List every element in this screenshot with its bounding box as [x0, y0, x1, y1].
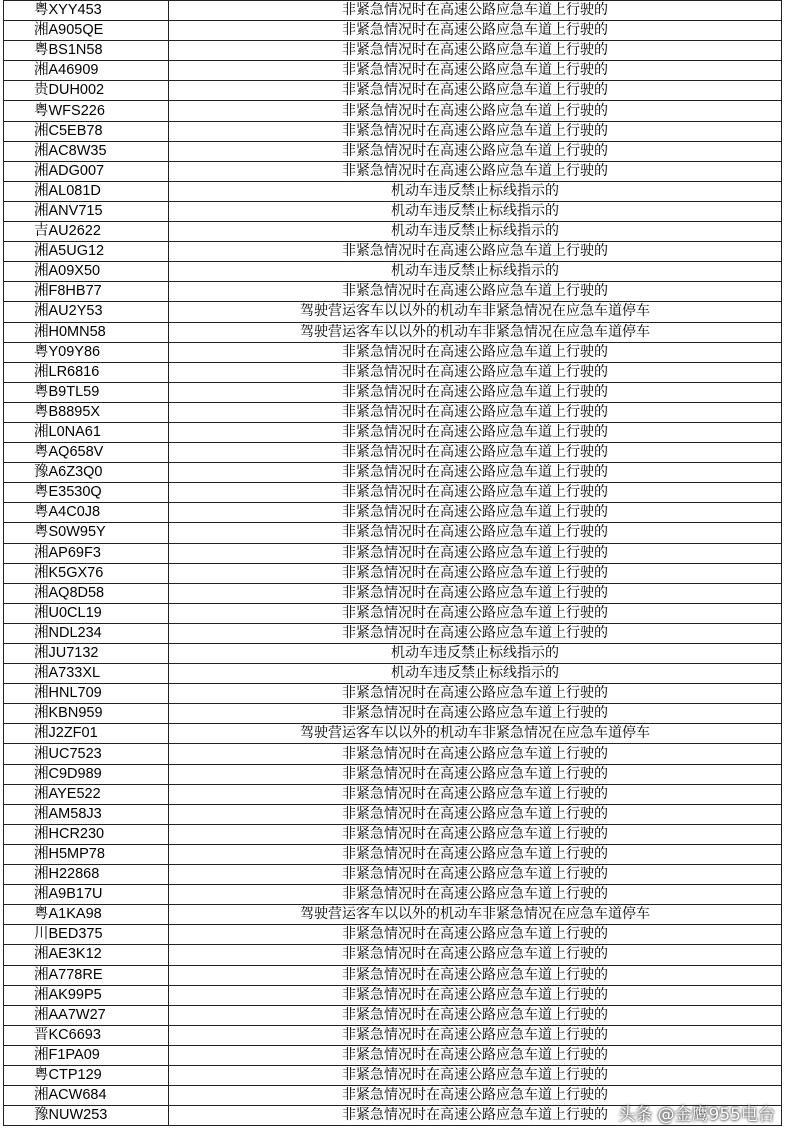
plate-number-cell: 贵DUH002 [4, 81, 169, 101]
table-row [4, 282, 782, 302]
violation-description-cell: 驾驶营运客车以以外的机动车非紧急情况在应急车道停车 [169, 724, 782, 744]
violation-description-cell: 非紧急情况时在高速公路应急车道上行驶的 [169, 965, 782, 985]
violation-description-cell: 非紧急情况时在高速公路应急车道上行驶的 [169, 744, 782, 764]
table-row [4, 61, 782, 81]
plate-number-cell: 湘C5EB78 [4, 121, 169, 141]
plate-number-cell: 粤XYY453 [4, 1, 169, 21]
violation-description-cell: 非紧急情况时在高速公路应急车道上行驶的 [169, 61, 782, 81]
table-row [4, 81, 782, 101]
table-row [4, 704, 782, 724]
violation-description-cell: 非紧急情况时在高速公路应急车道上行驶的 [169, 603, 782, 623]
violation-description-cell: 机动车违反禁止标线指示的 [169, 664, 782, 684]
plate-number-cell: 川BED375 [4, 925, 169, 945]
violation-description-cell: 非紧急情况时在高速公路应急车道上行驶的 [169, 865, 782, 885]
plate-number-cell: 湘F1PA09 [4, 1045, 169, 1065]
plate-number-cell: 湘ANV715 [4, 201, 169, 221]
violation-description-cell: 非紧急情况时在高速公路应急车道上行驶的 [169, 443, 782, 463]
violation-description-cell: 非紧急情况时在高速公路应急车道上行驶的 [169, 21, 782, 41]
table-row [4, 181, 782, 201]
violation-description-cell: 机动车违反禁止标线指示的 [169, 644, 782, 664]
plate-number-cell: 豫A6Z3Q0 [4, 463, 169, 483]
violation-description-cell: 非紧急情况时在高速公路应急车道上行驶的 [169, 925, 782, 945]
plate-number-cell: 湘LR6816 [4, 362, 169, 382]
table-row [4, 603, 782, 623]
violation-description-cell: 非紧急情况时在高速公路应急车道上行驶的 [169, 543, 782, 563]
table-row [4, 644, 782, 664]
violation-description-cell: 非紧急情况时在高速公路应急车道上行驶的 [169, 1025, 782, 1045]
violation-description-cell: 非紧急情况时在高速公路应急车道上行驶的 [169, 623, 782, 643]
plate-number-cell: 湘A905QE [4, 21, 169, 41]
violation-description-cell: 非紧急情况时在高速公路应急车道上行驶的 [169, 985, 782, 1005]
table-row [4, 201, 782, 221]
plate-number-cell: 湘AC8W35 [4, 141, 169, 161]
violation-description-cell: 机动车违反禁止标线指示的 [169, 262, 782, 282]
violation-description-cell: 非紧急情况时在高速公路应急车道上行驶的 [169, 1065, 782, 1085]
violation-description-cell: 非紧急情况时在高速公路应急车道上行驶的 [169, 684, 782, 704]
violation-description-cell: 机动车违反禁止标线指示的 [169, 181, 782, 201]
plate-number-cell: 粤B9TL59 [4, 382, 169, 402]
violation-description-cell: 非紧急情况时在高速公路应急车道上行驶的 [169, 242, 782, 262]
violation-description-cell: 机动车违反禁止标线指示的 [169, 201, 782, 221]
plate-number-cell: 湘A733XL [4, 664, 169, 684]
plate-number-cell: 湘AL081D [4, 181, 169, 201]
table-row [4, 443, 782, 463]
table-row [4, 322, 782, 342]
table-row [4, 523, 782, 543]
violation-description-cell: 非紧急情况时在高速公路应急车道上行驶的 [169, 1086, 782, 1106]
plate-number-cell: 湘A5UG12 [4, 242, 169, 262]
violation-description-cell: 非紧急情况时在高速公路应急车道上行驶的 [169, 121, 782, 141]
table-row [4, 121, 782, 141]
table-row [4, 101, 782, 121]
table-row [4, 422, 782, 442]
violation-description-cell: 非紧急情况时在高速公路应急车道上行驶的 [169, 141, 782, 161]
table-row [4, 242, 782, 262]
plate-number-cell: 粤S0W95Y [4, 523, 169, 543]
table-row [4, 1065, 782, 1085]
table-row [4, 1045, 782, 1065]
table-row [4, 985, 782, 1005]
table-row [4, 483, 782, 503]
violation-table-body [4, 1, 782, 1126]
violation-description-cell: 非紧急情况时在高速公路应急车道上行驶的 [169, 583, 782, 603]
table-row [4, 402, 782, 422]
plate-number-cell: 湘A46909 [4, 61, 169, 81]
violation-description-cell: 非紧急情况时在高速公路应急车道上行驶的 [169, 422, 782, 442]
table-row [4, 382, 782, 402]
table-row [4, 724, 782, 744]
plate-number-cell: 湘H22868 [4, 865, 169, 885]
table-row [4, 965, 782, 985]
table-row [4, 342, 782, 362]
violation-description-cell: 非紧急情况时在高速公路应急车道上行驶的 [169, 342, 782, 362]
violation-description-cell: 非紧急情况时在高速公路应急车道上行驶的 [169, 161, 782, 181]
table-row [4, 302, 782, 322]
plate-number-cell: 湘A9B17U [4, 885, 169, 905]
table-row [4, 362, 782, 382]
table-row [4, 1005, 782, 1025]
violation-description-cell: 非紧急情况时在高速公路应急车道上行驶的 [169, 764, 782, 784]
violation-description-cell: 非紧急情况时在高速公路应急车道上行驶的 [169, 503, 782, 523]
plate-number-cell: 湘JU7132 [4, 644, 169, 664]
plate-number-cell: 湘K5GX76 [4, 563, 169, 583]
table-row [4, 925, 782, 945]
violation-description-cell: 非紧急情况时在高速公路应急车道上行驶的 [169, 101, 782, 121]
plate-number-cell: 湘KBN959 [4, 704, 169, 724]
table-row [4, 161, 782, 181]
violation-description-cell: 驾驶营运客车以以外的机动车非紧急情况在应急车道停车 [169, 322, 782, 342]
violation-description-cell: 非紧急情况时在高速公路应急车道上行驶的 [169, 784, 782, 804]
table-row [4, 664, 782, 684]
plate-number-cell: 粤A4C0J8 [4, 503, 169, 523]
plate-number-cell: 湘H0MN58 [4, 322, 169, 342]
plate-number-cell: 粤Y09Y86 [4, 342, 169, 362]
plate-number-cell: 晋KC6693 [4, 1025, 169, 1045]
violation-description-cell: 非紧急情况时在高速公路应急车道上行驶的 [169, 1045, 782, 1065]
violation-description-cell: 非紧急情况时在高速公路应急车道上行驶的 [169, 402, 782, 422]
plate-number-cell: 湘AYE522 [4, 784, 169, 804]
plate-number-cell: 粤A1KA98 [4, 905, 169, 925]
violation-description-cell: 非紧急情况时在高速公路应急车道上行驶的 [169, 1, 782, 21]
table-row [4, 885, 782, 905]
plate-number-cell: 粤AQ658V [4, 443, 169, 463]
violation-description-cell: 非紧急情况时在高速公路应急车道上行驶的 [169, 824, 782, 844]
violation-description-cell: 非紧急情况时在高速公路应急车道上行驶的 [169, 804, 782, 824]
plate-number-cell: 湘A778RE [4, 965, 169, 985]
plate-number-cell: 湘AM58J3 [4, 804, 169, 824]
plate-number-cell: 湘AQ8D58 [4, 583, 169, 603]
table-row [4, 41, 782, 61]
table-row [4, 684, 782, 704]
violation-description-cell: 非紧急情况时在高速公路应急车道上行驶的 [169, 945, 782, 965]
plate-number-cell: 湘UC7523 [4, 744, 169, 764]
table-row [4, 463, 782, 483]
table-row [4, 744, 782, 764]
table-row [4, 824, 782, 844]
table-row [4, 764, 782, 784]
violation-description-cell: 非紧急情况时在高速公路应急车道上行驶的 [169, 362, 782, 382]
violation-description-cell: 非紧急情况时在高速公路应急车道上行驶的 [169, 483, 782, 503]
plate-number-cell: 湘U0CL19 [4, 603, 169, 623]
violation-table [3, 0, 782, 1126]
table-row [4, 563, 782, 583]
violation-description-cell: 非紧急情况时在高速公路应急车道上行驶的 [169, 1005, 782, 1025]
table-row [4, 503, 782, 523]
table-row [4, 1025, 782, 1045]
plate-number-cell: 湘AK99P5 [4, 985, 169, 1005]
table-row [4, 1, 782, 21]
table-row [4, 262, 782, 282]
plate-number-cell: 湘H5MP78 [4, 844, 169, 864]
violation-description-cell: 非紧急情况时在高速公路应急车道上行驶的 [169, 563, 782, 583]
plate-number-cell: 湘NDL234 [4, 623, 169, 643]
violation-description-cell: 非紧急情况时在高速公路应急车道上行驶的 [169, 463, 782, 483]
plate-number-cell: 湘F8HB77 [4, 282, 169, 302]
violation-description-cell: 非紧急情况时在高速公路应急车道上行驶的 [169, 523, 782, 543]
plate-number-cell: 湘A09X50 [4, 262, 169, 282]
plate-number-cell: 湘AU2Y53 [4, 302, 169, 322]
plate-number-cell: 湘HNL709 [4, 684, 169, 704]
plate-number-cell: 粤B8895X [4, 402, 169, 422]
violation-description-cell: 机动车违反禁止标线指示的 [169, 222, 782, 242]
table-row [4, 804, 782, 824]
plate-number-cell: 湘AE3K12 [4, 945, 169, 965]
plate-number-cell: 湘AA7W27 [4, 1005, 169, 1025]
violation-description-cell: 驾驶营运客车以以外的机动车非紧急情况在应急车道停车 [169, 302, 782, 322]
plate-number-cell: 吉AU2622 [4, 222, 169, 242]
plate-number-cell: 粤WFS226 [4, 101, 169, 121]
violation-description-cell: 非紧急情况时在高速公路应急车道上行驶的 [169, 1106, 782, 1126]
table-row [4, 784, 782, 804]
watermark: 头条 @金鹰955电台 [618, 1105, 775, 1125]
plate-number-cell: 粤E3530Q [4, 483, 169, 503]
plate-number-cell: 豫NUW253 [4, 1106, 169, 1126]
table-row [4, 905, 782, 925]
violation-description-cell: 非紧急情况时在高速公路应急车道上行驶的 [169, 41, 782, 61]
table-row [4, 844, 782, 864]
table-row [4, 945, 782, 965]
table-row [4, 141, 782, 161]
table-row [4, 543, 782, 563]
violation-description-cell: 非紧急情况时在高速公路应急车道上行驶的 [169, 382, 782, 402]
plate-number-cell: 湘ADG007 [4, 161, 169, 181]
plate-number-cell: 粤CTP129 [4, 1065, 169, 1085]
table-row [4, 222, 782, 242]
table-row [4, 865, 782, 885]
violation-description-cell: 非紧急情况时在高速公路应急车道上行驶的 [169, 81, 782, 101]
plate-number-cell: 湘J2ZF01 [4, 724, 169, 744]
table-row [4, 583, 782, 603]
violation-description-cell: 非紧急情况时在高速公路应急车道上行驶的 [169, 704, 782, 724]
plate-number-cell: 湘L0NA61 [4, 422, 169, 442]
plate-number-cell: 湘HCR230 [4, 824, 169, 844]
violation-description-cell: 非紧急情况时在高速公路应急车道上行驶的 [169, 885, 782, 905]
plate-number-cell: 湘C9D989 [4, 764, 169, 784]
table-row [4, 21, 782, 41]
violation-description-cell: 非紧急情况时在高速公路应急车道上行驶的 [169, 282, 782, 302]
violation-description-cell: 非紧急情况时在高速公路应急车道上行驶的 [169, 844, 782, 864]
plate-number-cell: 粤BS1N58 [4, 41, 169, 61]
table-row [4, 623, 782, 643]
violation-description-cell: 驾驶营运客车以以外的机动车非紧急情况在应急车道停车 [169, 905, 782, 925]
plate-number-cell: 湘ACW684 [4, 1086, 169, 1106]
plate-number-cell: 湘AP69F3 [4, 543, 169, 563]
